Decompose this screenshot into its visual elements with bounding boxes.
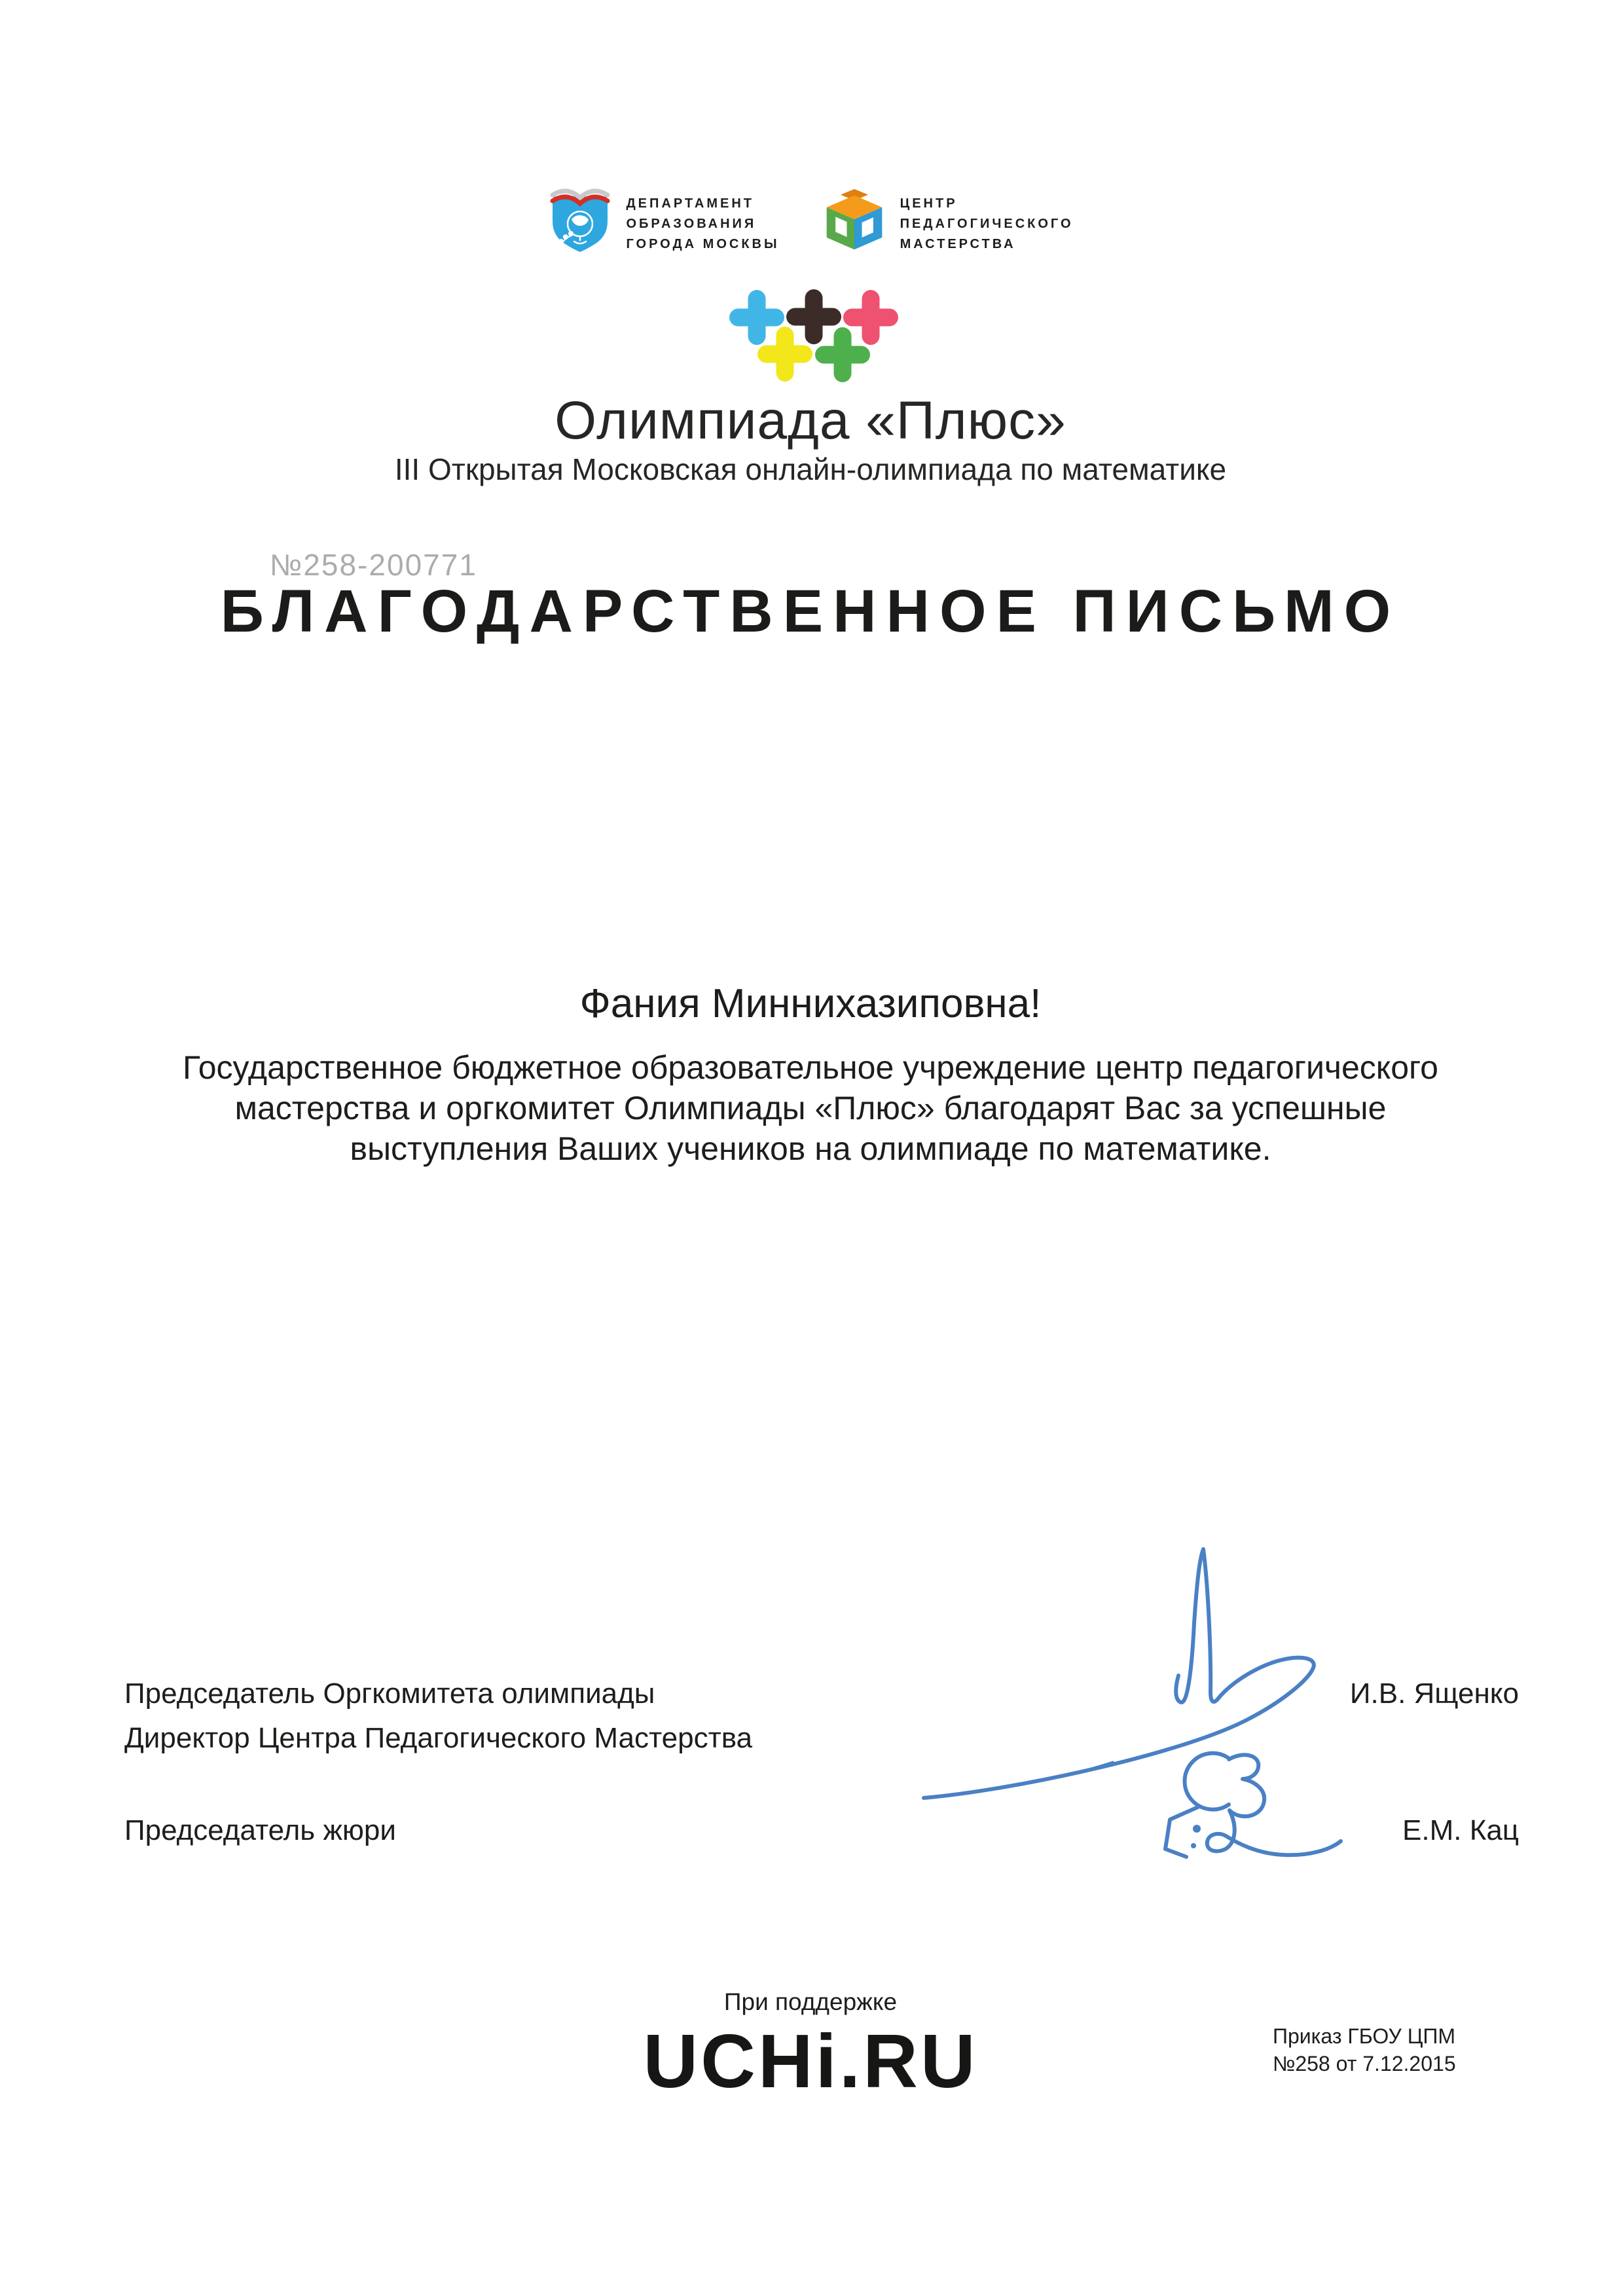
olympiad-plus-logo xyxy=(717,287,900,388)
dept-caption-line: ДЕПАРТАМЕНТ xyxy=(626,196,754,211)
kats-signature-icon xyxy=(1165,1753,1341,1857)
order-line: Приказ ГБОУ ЦПМ xyxy=(1273,2024,1456,2048)
certificate-number: №258-200771 xyxy=(270,548,477,582)
signature-label-chairman-orgcommittee: Председатель Оргкомитета олимпиады xyxy=(124,1677,655,1710)
certificate-heading: БЛАГОДАРСТВЕННОЕ ПИСЬМО xyxy=(220,578,1401,645)
cpm-logo xyxy=(822,187,1074,255)
support-label: При поддержке xyxy=(723,1988,898,2015)
body-line: выступления Ваших учеников на олимпиаде по математике. xyxy=(350,1130,1271,1167)
cpm-cube-icon xyxy=(822,187,887,253)
yaschenko-signature-icon xyxy=(924,1549,1314,1799)
plus-green-icon xyxy=(815,327,870,382)
olympiad-title: Олимпиада «Плюс» xyxy=(555,391,1066,450)
dept-education-caption xyxy=(626,187,779,255)
olympiad-subtitle: III Открытая Московская онлайн-олимпиада по математике xyxy=(394,452,1227,486)
cpm-caption-line: ПЕДАГОГИЧЕСКОГО xyxy=(900,217,1074,231)
cpm-caption-line: ЦЕНТР xyxy=(900,196,958,211)
order-reference xyxy=(1273,2022,1456,2077)
plus-yellow-icon xyxy=(757,327,812,382)
dept-caption-line: ГОРОДА МОСКВЫ xyxy=(626,237,780,251)
dept-education-logo xyxy=(547,187,779,255)
cpm-caption xyxy=(900,187,1074,255)
header-logos xyxy=(0,187,1621,255)
signature-name-yaschenko: И.В. Ященко xyxy=(1349,1677,1519,1710)
signature-label-director-cpm: Директор Центра Педагогического Мастерства xyxy=(124,1722,753,1754)
signature-name-kats: Е.М. Кац xyxy=(1402,1814,1519,1846)
recipient-name: Фания Миннихазиповна! xyxy=(579,981,1042,1026)
certificate-body xyxy=(0,1047,1621,1169)
plus-blue-icon xyxy=(729,290,784,345)
dept-caption-line: ОБРАЗОВАНИЯ xyxy=(626,217,757,231)
cpm-caption-line: МАСТЕРСТВА xyxy=(900,237,1016,251)
handwritten-signatures xyxy=(903,1518,1362,1885)
plus-pink-icon xyxy=(843,290,898,345)
body-line: мастерства и оргкомитет Олимпиады «Плюс» благодарят Вас за успешные xyxy=(234,1090,1387,1126)
moscow-education-shield-icon xyxy=(547,187,613,253)
uchi-ru-logo: UCHi.RU xyxy=(643,2018,978,2104)
signature-label-jury-chairman: Председатель жюри xyxy=(124,1814,396,1846)
body-line: Государственное бюджетное образовательное учреждение центр педагогического xyxy=(183,1049,1438,1086)
order-line: №258 от 7.12.2015 xyxy=(1273,2052,1456,2075)
plus-dark-icon xyxy=(786,289,841,344)
